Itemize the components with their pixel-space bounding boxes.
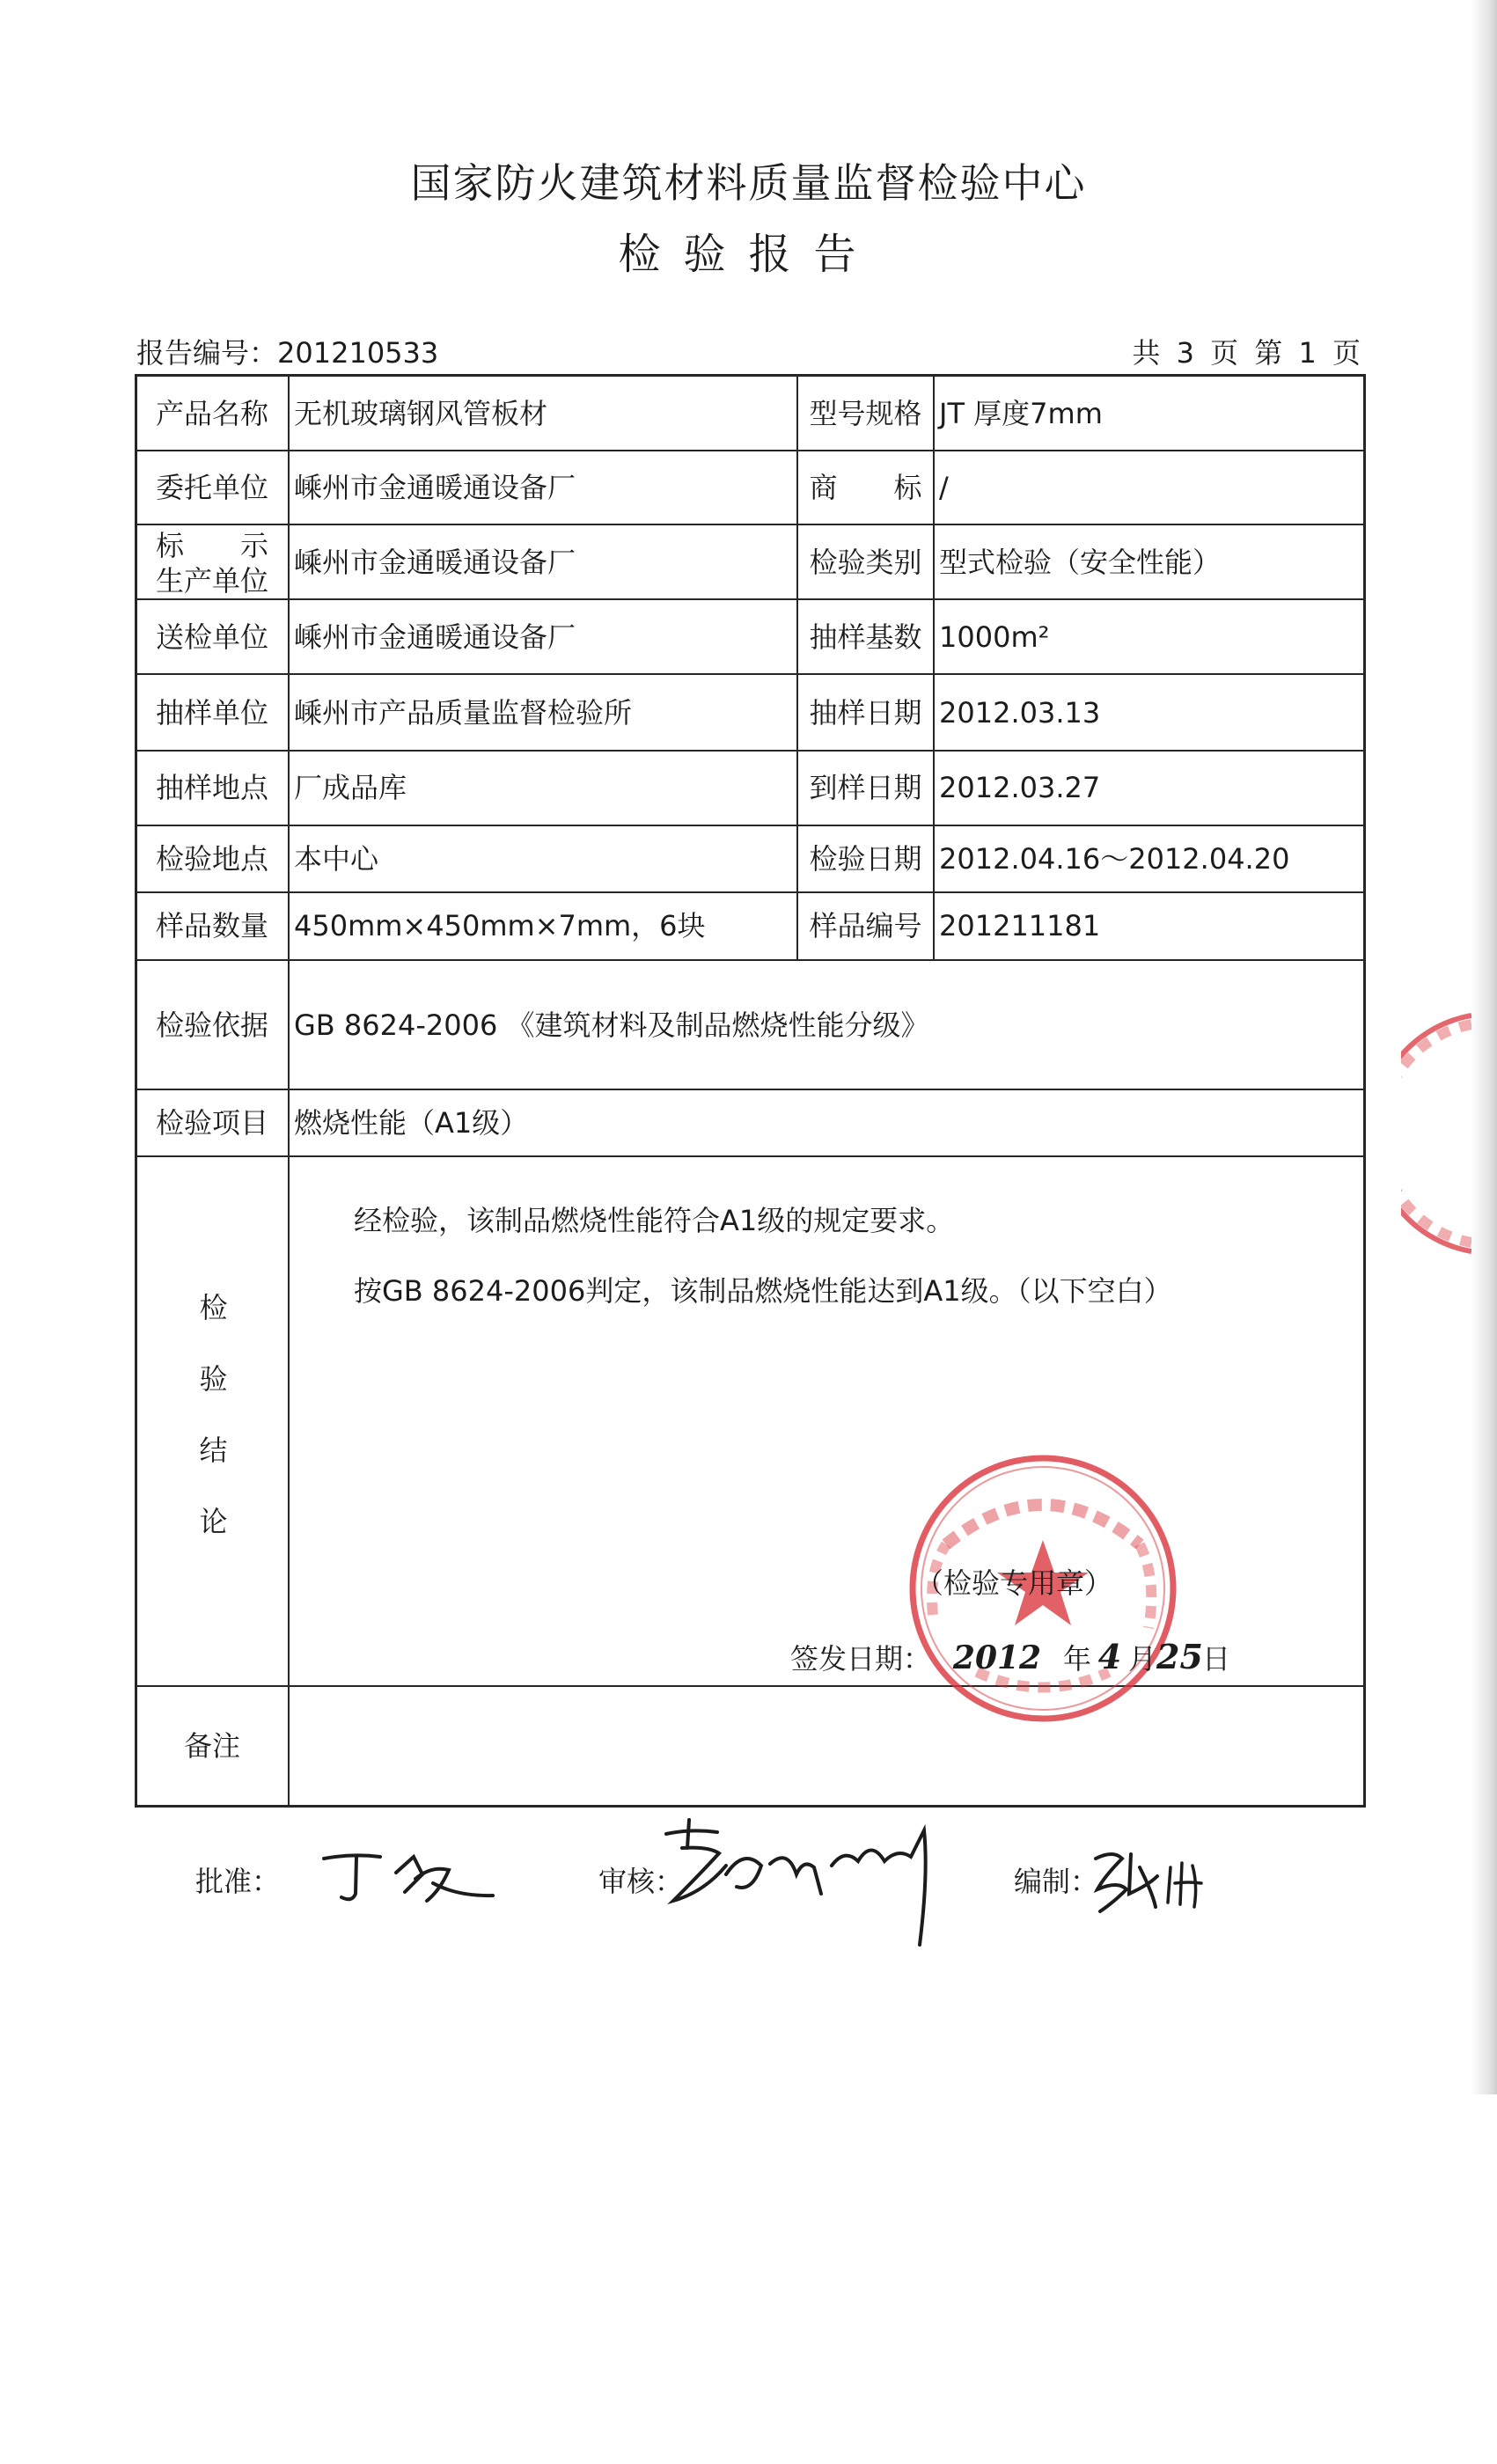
row-divider <box>135 891 1366 893</box>
value-sample-number: 201211181 <box>939 909 1101 942</box>
label-submitter: 送检单位 <box>155 620 268 654</box>
edge-seal <box>1401 1012 1471 1258</box>
report-number <box>136 331 438 371</box>
value-inspection-type: 型式检验（安全性能） <box>939 546 1222 579</box>
issue-day: 25 <box>1156 1637 1203 1676</box>
label-arrival-date: 到样日期 <box>809 771 922 804</box>
label-sampling-location: 抽样地点 <box>155 771 268 804</box>
value-sampling-unit: 嵊州市产品质量监督检验所 <box>294 696 633 730</box>
conclusion-char: 验 <box>199 1362 228 1396</box>
issue-date <box>790 1637 1230 1677</box>
value-sampling-location: 厂成品库 <box>294 771 407 804</box>
conclusion-char: 论 <box>199 1505 228 1538</box>
column-divider <box>933 374 935 959</box>
label-sampling-date: 抽样日期 <box>809 696 922 730</box>
conclusion-label <box>136 1272 290 1558</box>
reviewer-signature <box>656 1813 946 1962</box>
value-sampling-base: 1000m² <box>939 620 1050 654</box>
remarks-label: 备注 <box>183 1729 240 1763</box>
compiler-signature <box>1087 1841 1219 1920</box>
label-client: 委托单位 <box>155 471 268 504</box>
label-labeled-manufacturer <box>136 528 288 598</box>
row-divider <box>135 524 1366 525</box>
seal-caption: （检验专用章） <box>915 1566 1113 1600</box>
label-model: 型号规格 <box>809 397 922 430</box>
compile-label: 编制： <box>1014 1865 1099 1898</box>
label-sample-number: 样品编号 <box>809 909 922 942</box>
page-info: 共 3 页 第 1 页 <box>1132 336 1361 370</box>
value-inspection-location: 本中心 <box>294 842 379 876</box>
issue-year: 2012 <box>952 1639 1042 1676</box>
label-product-name: 产品名称 <box>155 397 268 430</box>
conclusion-char: 结 <box>199 1434 228 1467</box>
document-subtitle: 检验报告 <box>618 230 879 279</box>
conclusion-line-2: 按GB 8624-2006判定，该制品燃烧性能达到A1级。（以下空白） <box>354 1274 1172 1308</box>
label-trademark: 商 标 <box>809 471 922 504</box>
row-divider <box>135 959 1366 961</box>
month-char: 月 <box>1128 1642 1157 1676</box>
scan-edge-shadow <box>1471 0 1497 2094</box>
value-inspection-item: 燃烧性能（A1级） <box>294 1106 529 1140</box>
column-divider <box>288 374 290 1808</box>
value-sample-quantity: 450mm×450mm×7mm，6块 <box>294 909 706 942</box>
report-number-label: 报告编号： <box>136 336 278 370</box>
value-submitter: 嵊州市金通暖通设备厂 <box>294 620 576 654</box>
value-product-name: 无机玻璃钢风管板材 <box>294 397 548 430</box>
label-sample-quantity: 样品数量 <box>155 909 268 942</box>
report-number-value: 201210533 <box>277 336 439 370</box>
value-inspection-date: 2012.04.16～2012.04.20 <box>939 842 1290 876</box>
value-sampling-date: 2012.03.13 <box>939 696 1101 730</box>
document-title: 国家防火建筑材料质量监督检验中心 <box>410 159 1087 207</box>
label-line-2: 生产单位 <box>155 564 268 598</box>
label-sampling-unit: 抽样单位 <box>155 696 268 730</box>
row-divider <box>135 450 1366 451</box>
conclusion-char: 检 <box>199 1291 228 1324</box>
row-divider <box>135 1155 1366 1157</box>
issue-date-label: 签发日期： <box>790 1642 932 1676</box>
value-model: JT 厚度7mm <box>939 397 1103 430</box>
label-sampling-base: 抽样基数 <box>809 620 922 654</box>
approve-label: 批准： <box>195 1865 281 1898</box>
row-divider <box>135 1089 1366 1090</box>
conclusion-line-1: 经检验，该制品燃烧性能符合A1级的规定要求。 <box>354 1204 955 1237</box>
value-trademark: / <box>939 471 949 504</box>
row-divider <box>135 673 1366 675</box>
label-inspection-basis: 检验依据 <box>155 1008 268 1042</box>
row-divider <box>135 750 1366 752</box>
value-arrival-date: 2012.03.27 <box>939 771 1101 804</box>
year-char: 年 <box>1063 1642 1092 1676</box>
label-inspection-item: 检验项目 <box>155 1106 268 1140</box>
issue-month: 4 <box>1097 1637 1122 1676</box>
label-inspection-location: 检验地点 <box>155 842 268 876</box>
row-divider <box>135 825 1366 826</box>
value-manufacturer: 嵊州市金通暖通设备厂 <box>294 546 576 579</box>
day-char: 日 <box>1202 1642 1231 1676</box>
value-inspection-basis: GB 8624-2006 《建筑材料及制品燃烧性能分级》 <box>294 1008 929 1042</box>
label-line-1: 标 示 <box>155 529 268 562</box>
review-label: 审核： <box>598 1865 684 1898</box>
label-inspection-type: 检验类别 <box>809 546 922 579</box>
label-inspection-date: 检验日期 <box>809 842 922 876</box>
row-divider <box>135 598 1366 600</box>
approver-signature <box>317 1839 502 1918</box>
value-client: 嵊州市金通暖通设备厂 <box>294 471 576 504</box>
